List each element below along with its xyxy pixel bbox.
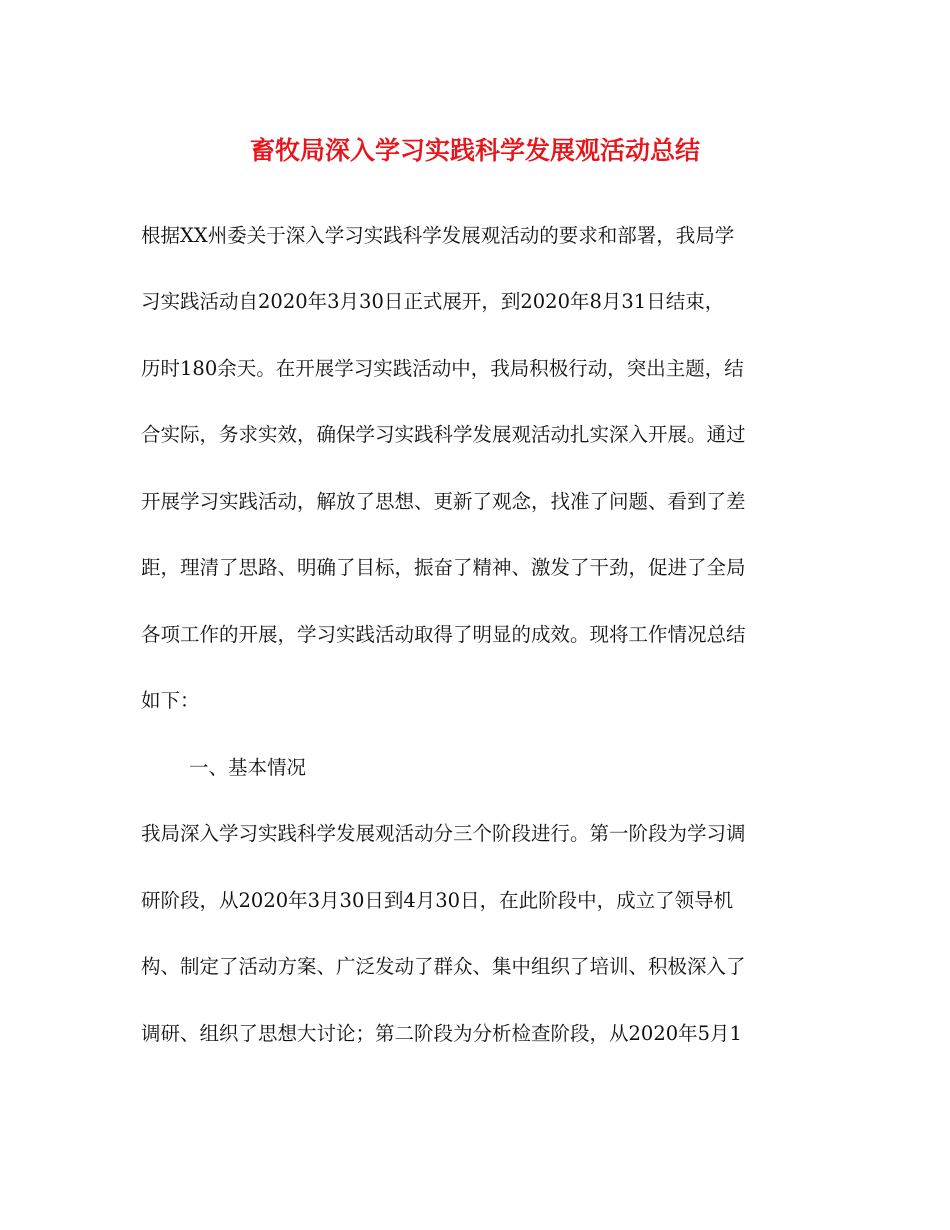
intro-line-1: 根据XX州委关于深入学习实践科学发展观活动的要求和部署，我局学 (141, 224, 735, 247)
intro-line-7: 各项工作的开展，学习实践活动取得了明显的成效。现将工作情况总结 (141, 623, 746, 646)
section1-line-2: 研阶段，从2020年3月30日到4月30日，在此阶段中，成立了领导机 (141, 889, 734, 912)
document-title: 畜牧局深入学习实践科学发展观活动总结 (249, 136, 700, 165)
section1-line-3: 构、制定了活动方案、广泛发动了群众、集中组织了培训、积极深入了 (141, 955, 746, 978)
section1-line-1: 我局深入学习实践科学发展观活动分三个阶段进行。第一阶段为学习调 (141, 822, 746, 845)
section-heading-basic-situation: 一、基本情况 (189, 756, 307, 779)
section1-line-4: 调研、组织了思想大讨论；第二阶段为分析检查阶段，从2020年5月1 (141, 1022, 742, 1045)
intro-line-3: 历时180余天。在开展学习实践活动中，我局积极行动，突出主题，结 (141, 357, 744, 380)
intro-line-2: 习实践活动自2020年3月30日正式展开，到2020年8月31日结束， (141, 290, 725, 313)
intro-line-4: 合实际，务求实效，确保学习实践科学发展观活动扎实深入开展。通过 (141, 423, 746, 446)
intro-line-6: 距，理清了思路、明确了目标，振奋了精神、激发了干劲，促进了全局 (141, 556, 746, 579)
intro-line-5: 开展学习实践活动，解放了思想、更新了观念，找准了问题、看到了差 (141, 490, 746, 513)
intro-line-8: 如下： (141, 689, 200, 712)
